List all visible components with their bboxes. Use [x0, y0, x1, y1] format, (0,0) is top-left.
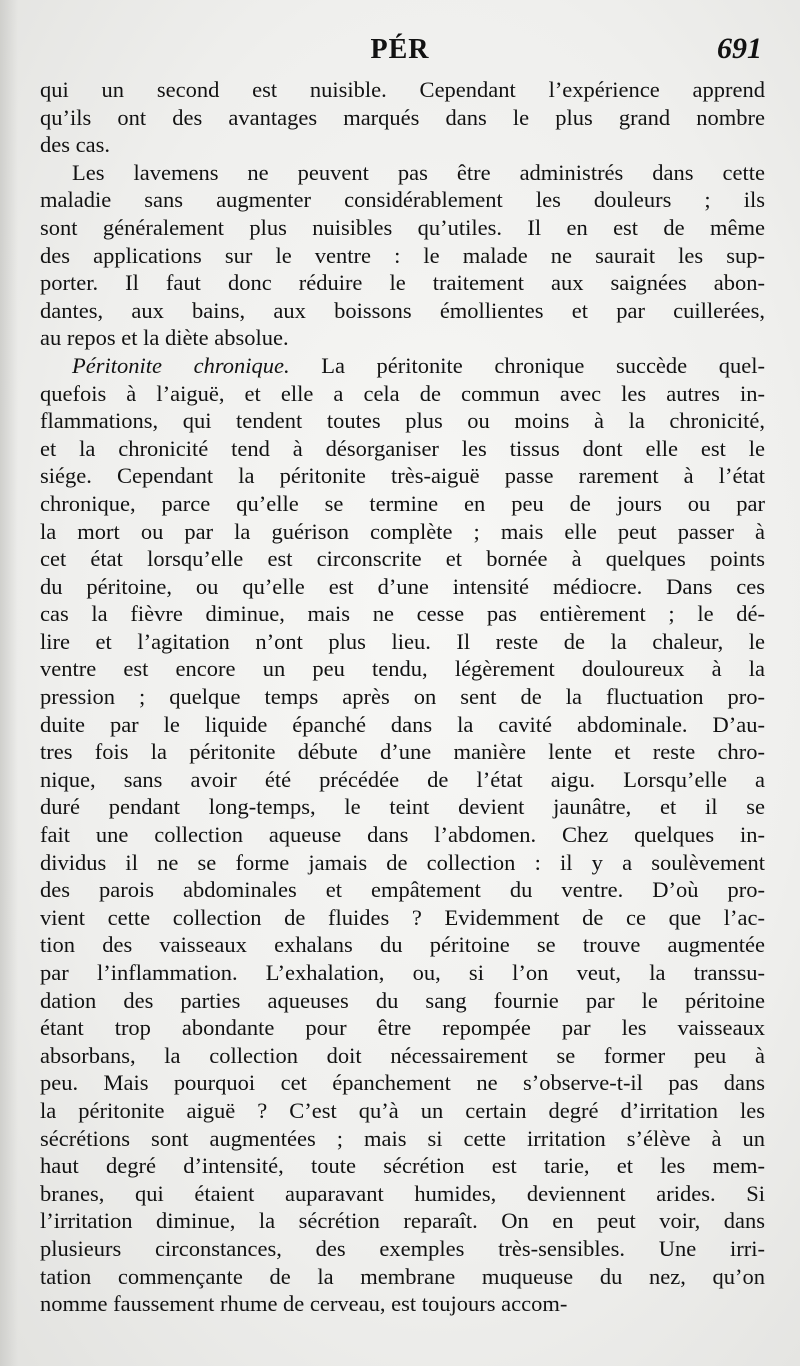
line-text: cas la fièvre diminue, mais ne cesse pas entièrement ; le dé- — [40, 601, 765, 627]
line-text: la péritonite aiguë ? C’est qu’à un certain degré d’irritation les — [40, 1097, 765, 1123]
page-header — [0, 34, 800, 70]
line-text: des applications sur le ventre : le malade ne saurait les sup- — [40, 242, 765, 268]
text-line — [40, 1207, 765, 1235]
text-line — [40, 876, 765, 904]
section-heading: Péritonite chronique. — [72, 352, 290, 378]
line-text: dation des parties aqueuses du sang fournie par le péritoine — [40, 987, 765, 1013]
text-line — [40, 1042, 765, 1070]
text-line — [40, 1235, 765, 1263]
line-text: La péritonite chronique succède quel- — [289, 352, 765, 378]
line-text: peu. Mais pourquoi cet épanchement ne s’observe-t-il pas dans — [40, 1070, 765, 1096]
line-text: sont généralement plus nuisibles qu’utiles. Il en est de même — [40, 214, 765, 240]
text-line — [40, 518, 765, 546]
line-text: pression ; quelque temps après on sent de la fluctuation pro- — [40, 684, 765, 710]
text-line — [40, 490, 765, 518]
text-line — [40, 380, 765, 408]
line-text: tion des vaisseaux exhalans du péritoine se trouve augmentée — [40, 932, 765, 958]
line-text: du péritoine, ou qu’elle est d’une intensité médiocre. Dans ces — [40, 573, 765, 599]
text-line — [40, 1152, 765, 1180]
line-text: dividus il ne se forme jamais de collection : il y a soulèvement — [40, 849, 765, 875]
text-line — [40, 628, 765, 656]
line-text: dantes, aux bains, aux boissons émollientes et par cuillerées, — [40, 297, 765, 323]
running-head: PÉR — [370, 34, 430, 65]
line-text: des parois abdominales et empâtement du ventre. D’où pro- — [40, 877, 765, 903]
line-text: vient cette collection de fluides ? Evidemment de ce que l’ac- — [40, 904, 765, 930]
line-text: duré pendant long-temps, le teint devient jaunâtre, et il se — [40, 794, 765, 820]
line-text: lire et l’agitation n’ont plus lieu. Il reste de la chaleur, le — [40, 628, 765, 654]
line-text: quefois à l’aiguë, et elle a cela de commun avec les autres in- — [40, 380, 765, 406]
text-line — [40, 573, 765, 601]
text-line — [40, 1290, 765, 1318]
text-line — [40, 793, 765, 821]
line-text: qu’ils ont des avantages marqués dans le plus grand nombre — [40, 104, 765, 130]
text-line — [40, 186, 765, 214]
text-line — [40, 131, 765, 159]
line-text: porter. Il faut donc réduire le traitement aux saignées abon- — [40, 270, 765, 296]
line-text: chronique, parce qu’elle se termine en peu de jours ou par — [40, 490, 765, 516]
line-text: étant trop abondante pour être repompée par les vaisseaux — [40, 1015, 765, 1041]
text-line — [40, 269, 765, 297]
line-text: flammations, qui tendent toutes plus ou moins à la chronicité, — [40, 408, 765, 434]
line-text: haut degré d’intensité, toute sécrétion est tarie, et les mem- — [40, 1153, 765, 1179]
text-line — [40, 324, 765, 352]
line-text: tation commençante de la membrane muqueuse du nez, qu’on — [40, 1263, 765, 1289]
text-line — [40, 352, 765, 380]
text-line — [40, 1180, 765, 1208]
text-line — [40, 1263, 765, 1291]
line-text: l’irritation diminue, la sécrétion reparaît. On en peut voir, dans — [40, 1208, 765, 1234]
line-text: branes, qui étaient auparavant humides, deviennent arides. Si — [40, 1180, 765, 1206]
line-text: siége. Cependant la péritonite très-aiguë passe rarement à l’état — [40, 463, 765, 489]
line-text: maladie sans augmenter considérablement les douleurs ; ils — [40, 187, 765, 213]
text-line — [40, 435, 765, 463]
line-text: nomme faussement rhume de cerveau, est toujours accom- — [40, 1291, 568, 1317]
text-line — [40, 683, 765, 711]
body-text — [40, 76, 765, 1318]
page-number: 691 — [717, 32, 762, 65]
text-line — [40, 76, 765, 104]
line-text: des cas. — [40, 132, 110, 158]
text-line — [40, 1069, 765, 1097]
line-text: sécrétions sont augmentées ; mais si cette irritation s’élève à un — [40, 1125, 765, 1151]
text-line — [40, 159, 765, 187]
text-line — [40, 987, 765, 1015]
text-line — [40, 297, 765, 325]
text-line — [40, 959, 765, 987]
line-text: au repos et la diète absolue. — [40, 325, 289, 351]
line-text: fait une collection aqueuse dans l’abdomen. Chez quelques in- — [40, 822, 765, 848]
text-line — [40, 1097, 765, 1125]
line-text: nique, sans avoir été précédée de l’état aigu. Lorsqu’elle a — [40, 766, 765, 792]
line-text: la mort ou par la guérison complète ; mais elle peut passer à — [40, 518, 765, 544]
line-text: cet état lorsqu’elle est circonscrite et bornée à quelques points — [40, 546, 765, 572]
text-line — [40, 766, 765, 794]
line-text: qui un second est nuisible. Cependant l’expérience apprend — [40, 77, 765, 102]
line-text: absorbans, la collection doit nécessairement se former peu à — [40, 1042, 765, 1068]
text-line — [40, 1014, 765, 1042]
line-text: plusieurs circonstances, des exemples très-sensibles. Une irri- — [40, 1235, 765, 1261]
text-line — [40, 600, 765, 628]
line-text: Les lavemens ne peuvent pas être administrés dans cette — [72, 159, 765, 185]
page-edge-shadow — [0, 0, 18, 1366]
line-text: et la chronicité tend à désorganiser les tissus dont elle est le — [40, 435, 765, 461]
text-line — [40, 407, 765, 435]
text-line — [40, 214, 765, 242]
line-text: tres fois la péritonite débute d’une manière lente et reste chro- — [40, 739, 765, 765]
line-text: par l’inflammation. L’exhalation, ou, si l’on veut, la transsu- — [40, 960, 765, 985]
line-text: duite par le liquide épanché dans la cavité abdominale. D’au- — [40, 711, 765, 737]
text-line — [40, 1125, 765, 1153]
text-line — [40, 104, 765, 132]
text-line — [40, 821, 765, 849]
line-text: ventre est encore un peu tendu, légèrement douloureux à la — [40, 656, 765, 682]
text-line — [40, 738, 765, 766]
text-line — [40, 904, 765, 932]
text-line — [40, 242, 765, 270]
text-line — [40, 711, 765, 739]
text-line — [40, 931, 765, 959]
text-line — [40, 462, 765, 490]
text-line — [40, 849, 765, 877]
text-line — [40, 655, 765, 683]
text-line — [40, 545, 765, 573]
